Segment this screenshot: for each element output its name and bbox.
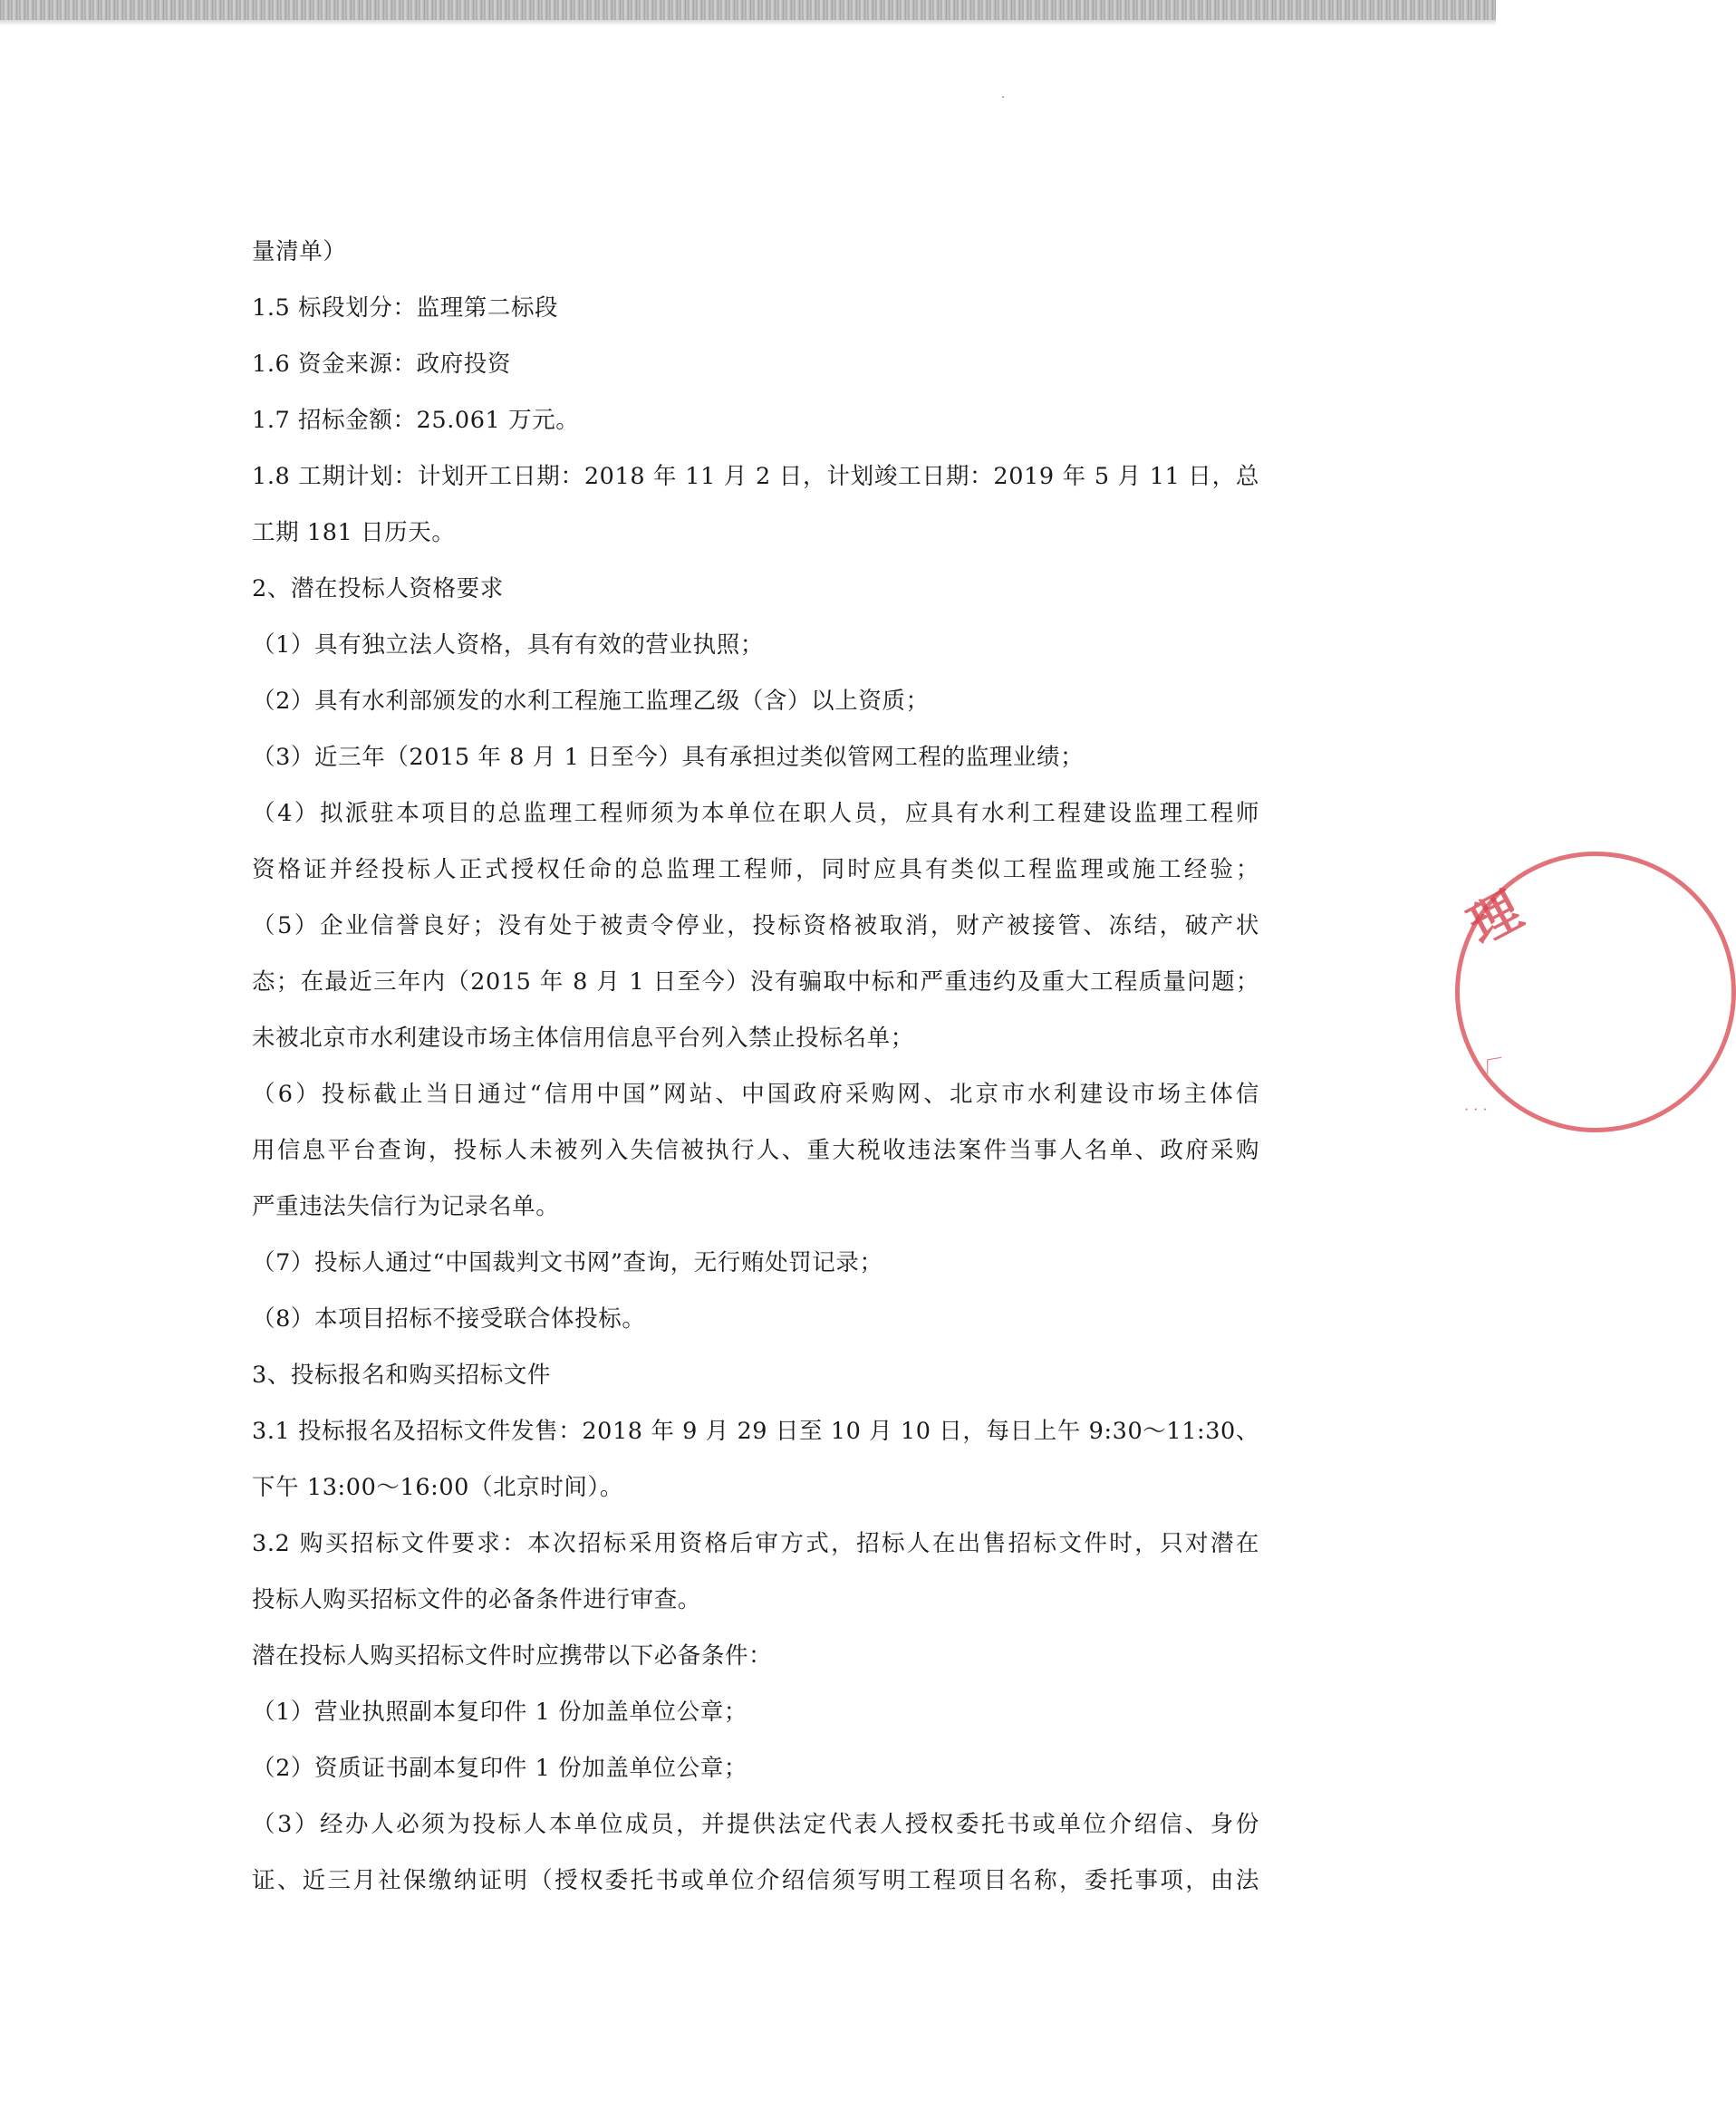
text-line: 工期 181 日历天。 (252, 519, 456, 546)
text-line: 严重违法失信行为记录名单。 (252, 1193, 560, 1220)
text-line: 1.6 资金来源：政府投资 (252, 351, 511, 378)
text-line: （1）营业执照副本复印件 1 份加盖单位公章； (252, 1699, 747, 1726)
section-heading: 2、潜在投标人资格要求 (252, 575, 504, 602)
text-line: 1.8 工期计划：计划开工日期：2018 年 11 月 2 日，计划竣工日期：2019 年 5 月 11 日，总 (252, 463, 1259, 490)
text-line: （1）具有独立法人资格，具有有效的营业执照； (252, 631, 764, 659)
text-line: 1.7 招标金额：25.061 万元。 (252, 407, 580, 434)
text-line: 投标人购买招标文件的必备条件进行审查。 (252, 1586, 701, 1613)
text-line: 未被北京市水利建设市场主体信用信息平台列入禁止投标名单； (252, 1025, 914, 1052)
text-line: （4）拟派驻本项目的总监理工程师须为本单位在职人员，应具有水利工程建设监理工程师 (252, 800, 1259, 827)
text-line: 用信息平台查询，投标人未被列入失信被执行人、重大税收违法案件当事人名单、政府采购 (252, 1137, 1259, 1164)
text-line: （8）本项目招标不接受联合体投标。 (252, 1305, 646, 1333)
text-line: （2）具有水利部颁发的水利工程施工监理乙级（含）以上资质； (252, 688, 930, 715)
text-line: （7）投标人通过“中国裁判文书网”查询，无行贿处罚记录； (252, 1249, 883, 1276)
seal-mark: 〈 (1467, 1042, 1504, 1079)
text-line: （2）资质证书副本复印件 1 份加盖单位公章； (252, 1755, 747, 1782)
scan-speck (1002, 96, 1004, 98)
text-line: 量清单） (252, 238, 347, 265)
official-seal-partial (1448, 852, 1532, 1150)
text-line: （3）近三年（2015 年 8 月 1 日至今）具有承担过类似管网工程的监理业绩； (252, 744, 1085, 771)
text-line: （5）企业信誉良好；没有处于被责令停业，投标资格被取消，财产被接管、冻结，破产状 (252, 912, 1259, 939)
seal-glyph: 理 (1458, 880, 1532, 957)
text-line: 3.1 投标报名及招标文件发售：2018 年 9 月 29 日至 10 月 10 日，每日上午 9:30～11:30、 (252, 1418, 1259, 1445)
text-line: 潜在投标人购买招标文件时应携带以下必备条件： (252, 1642, 773, 1670)
text-line: 3.2 购买招标文件要求：本次招标采用资格后审方式，招标人在出售招标文件时，只对潜在 (252, 1530, 1259, 1557)
text-line: （3）经办人必须为投标人本单位成员，并提供法定代表人授权委托书或单位介绍信、身份 (252, 1811, 1259, 1838)
section-heading: 3、投标报名和购买招标文件 (252, 1362, 552, 1389)
text-line: （6）投标截止当日通过“信用中国”网站、中国政府采购网、北京市水利建设市场主体信 (252, 1081, 1259, 1108)
text-line: 态；在最近三年内（2015 年 8 月 1 日至今）没有骗取中标和严重违约及重大工程质量问题； (252, 968, 1259, 996)
text-line: 资格证并经投标人正式授权任命的总监理工程师，同时应具有类似工程监理或施工经验； (252, 856, 1259, 883)
seal-mark: · · · (1464, 1101, 1488, 1118)
text-line: 证、近三月社保缴纳证明（授权委托书或单位介绍信须写明工程项目名称，委托事项，由法 (252, 1867, 1259, 1894)
text-line: 下午 13:00～16:00（北京时间）。 (252, 1474, 623, 1501)
scan-top-edge (0, 0, 1496, 20)
text-line: 1.5 标段划分：监理第二标段 (252, 294, 559, 322)
